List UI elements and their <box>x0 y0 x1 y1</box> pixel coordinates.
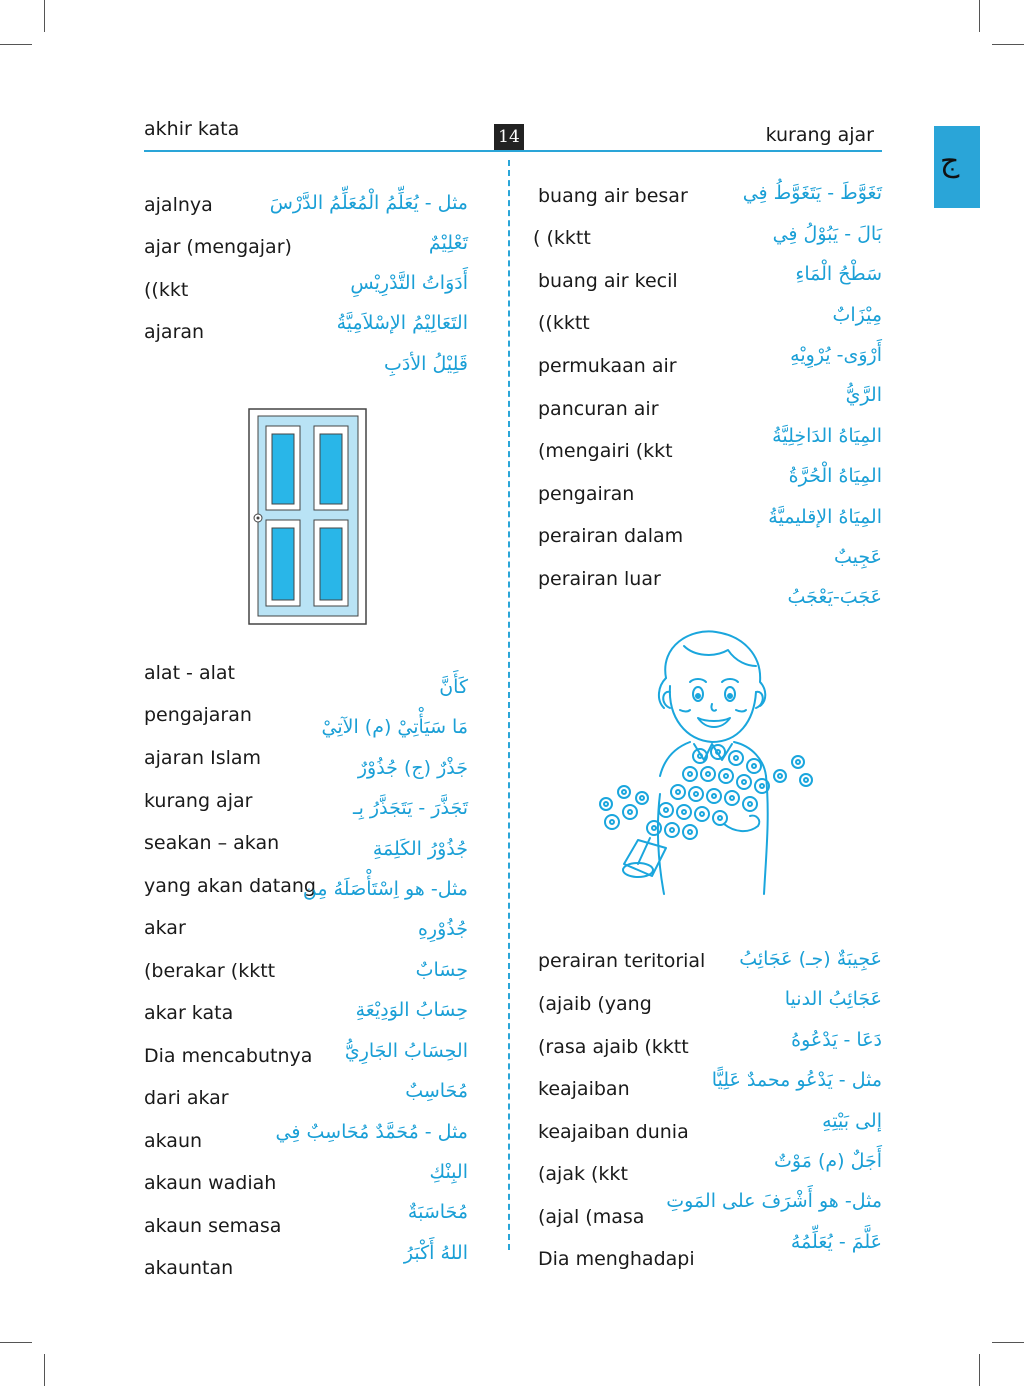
entry-arabic: جَذْرٌ (ج) جُذُوْرٌ <box>357 757 468 779</box>
entry-arabic: مثل - يُعَلِّمُ الْمُعَلِّمُ الدَّرْسَ <box>269 192 468 214</box>
entry-latin: pengajaran <box>144 704 252 726</box>
entry-arabic: حِسَابٌ <box>415 959 468 981</box>
entry-latin: ( (kktt <box>533 227 591 249</box>
header-last-word: kurang ajar <box>765 124 874 146</box>
entry-arabic: البِنْكِ <box>429 1161 468 1183</box>
girl-with-flowers-illustration <box>594 626 824 898</box>
entry-latin: akaun semasa <box>144 1215 282 1237</box>
entry-arabic: اللهُ أَكْبَرُ <box>403 1242 468 1264</box>
entry-arabic: عَجَائِبُ الدنيا <box>784 988 882 1010</box>
entry-arabic: كَأَنَّ <box>439 676 468 698</box>
entry-arabic: المِيَاهُ الدَاخِلِيَّةُ <box>772 425 882 447</box>
entry-latin: permukaan air <box>538 355 677 377</box>
entry-latin: ajaran Islam <box>144 747 262 769</box>
entry-arabic: تَغَوَّطَ - يَتَغَوَّطُ فِي <box>742 182 882 204</box>
entry-arabic: أَرْوَى- يُرْوِيْهِ <box>790 344 882 366</box>
entry-latin: (rasa ajaib (kktt <box>538 1036 689 1058</box>
entry-latin: ajar (mengajar) <box>144 236 292 258</box>
crop-mark <box>979 1354 980 1386</box>
header-first-word: akhir kata <box>144 118 240 140</box>
entry-arabic: مِيْزَابٌ <box>832 304 882 326</box>
entry-latin: (ajal (masa <box>538 1206 645 1228</box>
entry-latin: (ajak (kkt <box>538 1163 628 1185</box>
entry-arabic: عَجِيبٌ <box>834 546 882 568</box>
entry-latin: ((kktt <box>538 312 590 334</box>
entry-arabic: جُذُوْرِهِ <box>417 918 468 940</box>
entry-latin: pancuran air <box>538 398 659 420</box>
entry-latin: keajaiban dunia <box>538 1121 689 1143</box>
entry-latin: Dia menghadapi <box>538 1248 695 1270</box>
entry-arabic: جُذُوْرُ الكَلِمَةِ <box>372 838 468 860</box>
entry-arabic: أَجَلٌ (م) مَوْتٌ <box>774 1150 882 1172</box>
entry-arabic: بَالَ - يَبُوْلُ فِي <box>772 223 882 245</box>
entry-latin: akar <box>144 917 186 939</box>
entry-arabic: الرَّيُّ <box>845 384 882 406</box>
entry-arabic: تَجَذَّرَ - يَتَجَذَّرُ بِـ <box>353 797 468 819</box>
entry-latin: dari akar <box>144 1087 229 1109</box>
entry-arabic: التَعَالِيْمُ الإسْلاَمِيَّةُ <box>336 312 468 334</box>
entry-arabic: قَلِيْلُ الأدَبِ <box>384 353 468 375</box>
entry-arabic: المِيَاهُ الْحُرَّةُ <box>788 465 882 487</box>
entry-arabic: مثل - مُحَمَّدٌ مُحَاسِبٌ فِي <box>275 1121 468 1143</box>
entry-latin: ajaran <box>144 321 205 343</box>
entry-latin: perairan luar <box>538 568 661 590</box>
entry-latin: keajaiban <box>538 1078 630 1100</box>
entry-latin: akar kata <box>144 1002 234 1024</box>
crop-mark <box>979 0 980 32</box>
entry-latin: (berakar (kktt <box>144 960 276 982</box>
entry-latin: akaun wadiah <box>144 1172 277 1194</box>
entry-arabic: مَا سَيَأْتِيْ (م) الآتِيْ <box>321 716 468 738</box>
door-illustration <box>248 408 368 626</box>
entry-arabic: أَدَوَاتُ التَّدْرِيْسِ <box>350 272 468 294</box>
entry-latin: buang air kecil <box>538 270 678 292</box>
entry-arabic: سَطْحُ الْمَاءِ <box>795 263 882 285</box>
entry-latin: akaun <box>144 1130 203 1152</box>
entry-latin: alat - alat <box>144 662 235 684</box>
entry-latin: perairan teritorial <box>538 950 706 972</box>
entry-arabic: إلى بَيْتِهِ <box>822 1110 882 1132</box>
crop-mark <box>992 44 1024 45</box>
tab-letter: ﺝ <box>940 144 960 179</box>
entry-arabic: تَعْلِيْمٌ <box>428 232 468 254</box>
entry-arabic: مُحَاسَبَةٌ <box>407 1201 468 1223</box>
entry-latin: pengairan <box>538 483 635 505</box>
entry-latin: (ajaib (yang <box>538 993 652 1015</box>
entry-arabic: حِسَابُ الوَدِيْعَةِ <box>355 999 468 1021</box>
header-rule <box>144 150 882 152</box>
entry-arabic: مُحَاسِبٌ <box>405 1080 468 1102</box>
entry-latin: akauntan <box>144 1257 234 1279</box>
entry-latin: ((kkt <box>144 279 189 301</box>
entry-arabic: دَعَا - يَدْعُوهُ <box>791 1029 882 1051</box>
crop-mark <box>0 44 32 45</box>
entry-arabic: مثل- هو اِسْتَأْصَلَهُ مِن <box>302 878 468 900</box>
entry-latin: kurang ajar <box>144 790 253 812</box>
crop-mark <box>992 1342 1024 1343</box>
page-number: 14 <box>494 124 524 150</box>
entry-arabic: مثل - يَدْعُو محمدٌ عَلِيًّا <box>711 1069 882 1091</box>
entry-arabic: مثل- هو أَشْرَفَ على المَوتِ <box>666 1190 882 1212</box>
entry-latin: buang air besar <box>538 185 688 207</box>
thumb-index-tab <box>934 126 980 208</box>
entry-latin: perairan dalam <box>538 525 684 547</box>
entry-latin: ajalnya <box>144 194 213 216</box>
entry-arabic: الحِسَابُ الجَارِيُّ <box>344 1040 468 1062</box>
entry-arabic: المِيَاهُ الإقليميَّةُ <box>768 506 882 528</box>
crop-mark <box>0 1342 32 1343</box>
entry-latin: Dia mencabutnya <box>144 1045 313 1067</box>
entry-latin: yang akan datang <box>144 875 316 897</box>
entry-latin: (mengairi (kkt <box>538 440 673 462</box>
entry-latin: seakan – akan <box>144 832 280 854</box>
entry-arabic: عَلَّمَ - يُعَلِّمُهُ <box>790 1231 882 1253</box>
crop-mark <box>44 1354 45 1386</box>
crop-mark <box>44 0 45 32</box>
column-divider <box>508 160 510 1250</box>
entry-arabic: عَجِيبَةٌ (جـ) عَجَائِبُ <box>739 948 882 970</box>
entry-arabic: عَجَبَ-يَعْجَبُ <box>787 586 882 608</box>
